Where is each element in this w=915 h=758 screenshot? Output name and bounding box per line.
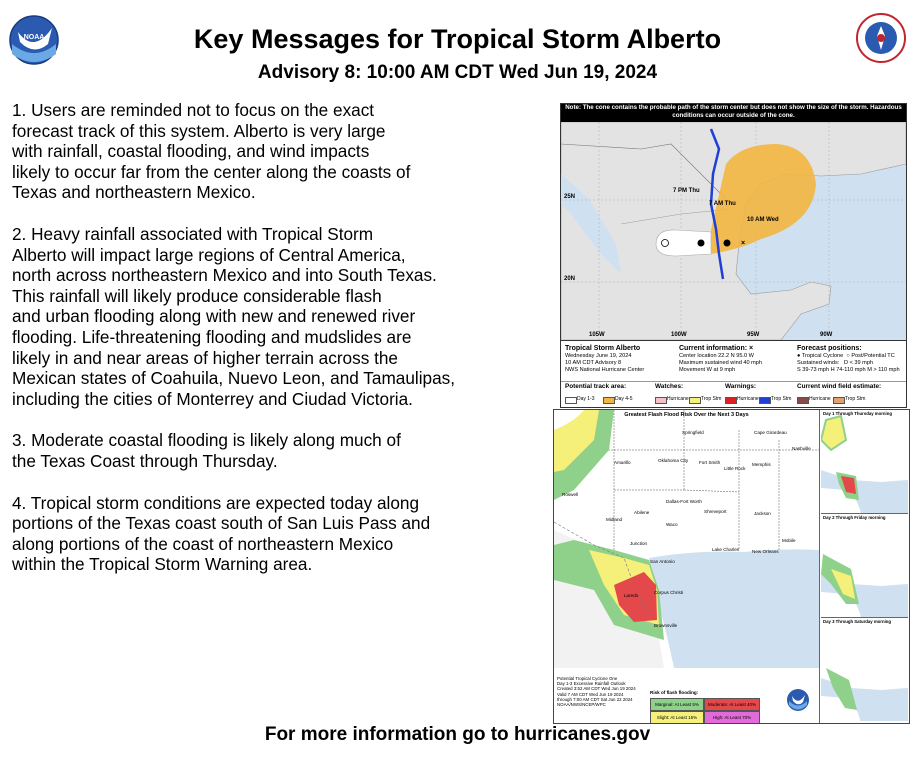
city-nashville: Nashville xyxy=(792,446,811,451)
track-label-7am-thu: 7 AM Thu xyxy=(709,201,736,207)
inset-day1-title: Day 1 Through Thursday morning xyxy=(823,411,892,416)
current-info xyxy=(679,345,762,373)
fp-post: ○ Post/Potential TC xyxy=(846,353,895,359)
legend-hurricane-watch: Hurricane xyxy=(667,396,689,402)
legend-track-area: Potential track area: xyxy=(565,383,627,390)
city-brownsville: Brownsville xyxy=(654,623,678,628)
swatch-hurricane-wind xyxy=(797,397,809,404)
legend-hurricane-wind: Hurricane xyxy=(809,396,831,402)
storm-info-strip xyxy=(561,340,906,408)
cone-legend xyxy=(561,381,906,408)
key-message-1: 1. Users are reminded not to focus on the exact forecast track of this system. Alberto is very large with rainfall, coastal flooding, and wind impacts likely to occur far from the center along the coasts of Texas and northeastern Mexico. xyxy=(12,100,411,203)
risk-slight: Slight: At Least 15% xyxy=(650,711,704,723)
current-info-heading: Current information: × xyxy=(679,345,754,352)
lon-label-90w: 90W xyxy=(820,332,833,338)
forecast-cone-map xyxy=(560,103,907,408)
lat-label-20n: 20N xyxy=(564,276,576,282)
swatch-hurricane-warning xyxy=(725,397,737,404)
city-fort-smith: Fort Smith xyxy=(699,460,721,465)
city-abilene: Abilene xyxy=(634,510,650,515)
flood-map-title: Greatest Flash Flood Risk Over the Next 3 Days xyxy=(624,412,749,418)
legend-ts-warning: Trop Stm xyxy=(771,396,792,402)
track-label-7pm-thu: 7 PM Thu xyxy=(673,188,700,194)
lon-label-95w: 95W xyxy=(747,332,760,338)
cone-map-graphic xyxy=(561,104,906,340)
fp-d: D < 39 mph xyxy=(843,359,874,366)
key-message-4: 4. Tropical storm conditions are expected today along portions of the Texas coast south of San Luis Pass and along portions of the coast of northeastern Mexico within the Tropical Storm Warning area. xyxy=(12,492,431,575)
legend-hurricane-warning: Hurricane xyxy=(737,396,759,402)
fp-m: M > 110 mph xyxy=(867,366,900,373)
svg-text:×: × xyxy=(740,240,746,247)
storm-name: Tropical Storm Alberto xyxy=(565,345,641,352)
storm-advisory: 10 AM CDT Advisory 8 xyxy=(565,359,622,366)
legend-day13: Day 1-3 xyxy=(577,396,595,402)
city-lake-charles: Lake Charles xyxy=(712,547,740,552)
fp-s: S 39-73 mph xyxy=(797,366,830,373)
current-movement: Movement W at 9 mph xyxy=(679,366,736,373)
fp-h: H 74-110 mph xyxy=(830,366,866,373)
city-springfield: Springfield xyxy=(682,430,704,435)
forecast-positions xyxy=(797,345,900,373)
city-little-rock: Little Rock xyxy=(724,466,746,471)
page-title: Key Messages for Tropical Storm Alberto xyxy=(193,24,722,54)
flood-main-graphic xyxy=(554,410,819,668)
current-wind: Maximum sustained wind 40 mph xyxy=(679,359,763,366)
legend-ts-wind: Trop Stm xyxy=(845,396,866,402)
swatch-ts-wind xyxy=(833,397,845,404)
inset-day1 xyxy=(821,410,908,514)
key-message-3: 3. Moderate coastal flooding is likely along much of the Texas Coast through Thursday. xyxy=(12,430,401,471)
noaa-logo-text: NOAA xyxy=(23,34,45,41)
flood-main-panel xyxy=(554,410,820,723)
cone-note: Note: The cone contains the probable path of the storm center but does not show the size of the storm. Hazardous conditions can occur outside of the cone. xyxy=(561,104,906,122)
storm-date: Wednesday June 19, 2024 xyxy=(565,353,632,359)
swatch-day45 xyxy=(603,397,615,404)
fp-sustained: Sustained winds: xyxy=(797,359,840,366)
inset-day2-title: Day 2 Through Friday morning xyxy=(823,515,886,520)
storm-info xyxy=(565,345,644,373)
swatch-hurricane-watch xyxy=(655,397,667,404)
city-mobile: Mobile xyxy=(782,538,796,543)
city-shreveport: Shreveport xyxy=(704,509,727,514)
key-messages xyxy=(12,100,542,596)
city-memphis: Memphis xyxy=(752,462,771,467)
city-cape-girardeau: Cape Girardeau xyxy=(754,430,787,435)
swatch-ts-watch xyxy=(689,397,701,404)
city-roswell: Roswell xyxy=(562,492,579,497)
lon-label-100w: 100W xyxy=(671,332,687,338)
city-laredo: Laredo xyxy=(624,593,639,598)
advisory-subtitle: Advisory 8: 10:00 AM CDT Wed Jun 19, 2024 xyxy=(257,62,658,83)
legend-warnings: Warnings: xyxy=(725,383,757,390)
current-location: Center location 22.2 N 95.0 W xyxy=(679,353,754,359)
track-label-10am-wed: 10 AM Wed xyxy=(747,217,779,223)
inset-day3 xyxy=(821,618,908,721)
storm-center: NWS National Hurricane Center xyxy=(565,366,645,373)
flood-info-text: Potential Tropical Cyclone One Day 1-3 Excessive Rainfall Outlook Created 3:52 AM CDT Wed Jun 19 2024 Valid 7 AM CDT Wed Jun 19 2024 through 7:00 AM CDT Sat Jun 22 2024 NOAA/NWS/NCEP/WPC xyxy=(557,676,636,708)
city-amarillo: Amarillo xyxy=(614,460,631,465)
inset-day3-title: Day 3 Through Saturday morning xyxy=(823,619,892,624)
flood-legend xyxy=(554,668,819,723)
city-san-antonio: San Antonio xyxy=(650,559,675,564)
forecast-positions-heading: Forecast positions: xyxy=(797,345,862,352)
flash-flood-risk-map xyxy=(553,409,910,724)
risk-high: High: At Least 70% xyxy=(704,711,760,723)
risk-marginal: Marginal: At Least 5% xyxy=(650,698,704,711)
legend-ts-watch: Trop Stm xyxy=(701,396,722,402)
legend-day45: Day 4-5 xyxy=(615,396,633,402)
noaa-small-logo-icon xyxy=(786,688,810,712)
swatch-ts-warning xyxy=(759,397,771,404)
city-oklahoma-city: Oklahoma City xyxy=(658,458,689,463)
city-new-orleans: New Orleans xyxy=(752,549,779,554)
city-junction: Junction xyxy=(630,541,648,546)
legend-wind-field: Current wind field estimate: xyxy=(797,383,882,390)
city-dallas-fort-worth: Dallas-Fort Worth xyxy=(666,499,702,504)
city-midland: Midland xyxy=(606,517,623,522)
inset-day2 xyxy=(821,514,908,618)
lon-label-105w: 105W xyxy=(589,332,605,338)
lat-label-25n: 25N xyxy=(564,194,576,200)
risk-heading: Risk of flash flooding: xyxy=(650,690,699,695)
key-message-2: 2. Heavy rainfall associated with Tropical Storm Alberto will impact large regions of Central America, north across northeastern Mexico and into South Texas. This rainfall will likely produce considerable flash and urban flooding along with new and renewed river flooding. Life-threatening flooding and mudslides are likely in and near areas of higher terrain across the Mexican states of Coahuila, Nuevo Leon, and Tamaulipas, including the cities of Monterrey and Ciudad Victoria. xyxy=(12,223,456,409)
city-corpus-christi: Corpus Christi xyxy=(654,590,684,595)
risk-moderate: Moderate: At Least 40% xyxy=(704,698,760,711)
legend-watches: Watches: xyxy=(655,383,684,390)
fp-tropical: ● Tropical Cyclone xyxy=(797,353,844,359)
city-waco: Waco xyxy=(666,522,678,527)
swatch-day13 xyxy=(565,397,577,404)
footer-link-text: For more information go to hurricanes.gov xyxy=(264,724,651,745)
city-jackson: Jackson xyxy=(754,511,771,516)
